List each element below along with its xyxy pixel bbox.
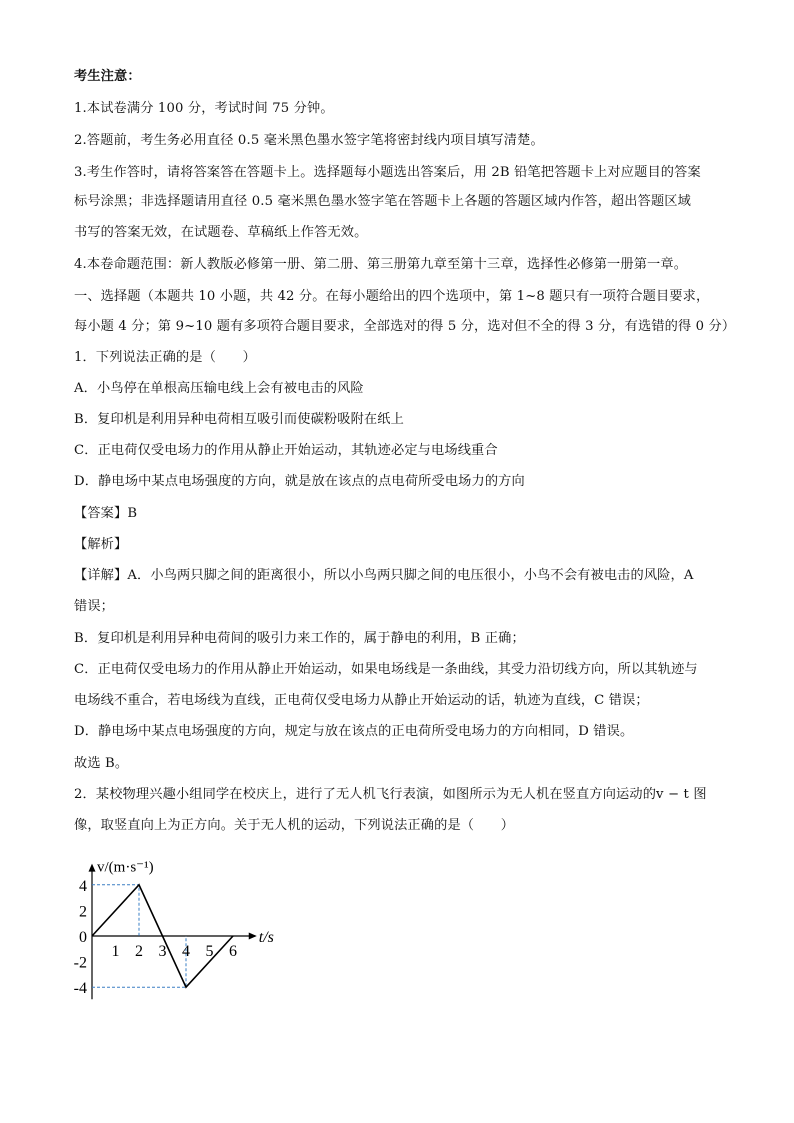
y-axis-arrow [89, 864, 96, 872]
y-tick-label-4: 4 [79, 877, 87, 895]
section-header-cont: 每小题 4 分；第 9~10 题有多项符合题目要求，全部选对的得 5 分，选对但不全的得 3 分，有选错的得 0 分） [74, 319, 736, 334]
q2-stem-line2: 像，取竖直向上为正方向。关于无人机的运动，下列说法正确的是（ ） [74, 818, 515, 833]
q1-detail-2: 错误； [74, 599, 115, 614]
q1-option-b: B．复印机是利用异种电荷相互吸引而使碳粉吸附在纸上 [74, 412, 404, 427]
y-tick-label-neg4: -4 [73, 980, 87, 998]
x-tick-label-3: 3 [158, 943, 167, 960]
q1-detail-7: 故选 B。 [74, 756, 129, 771]
y-tick-label-0: 0 [79, 929, 87, 946]
q1-detail-3: B．复印机是利用异种电荷间的吸引力来工作的，属于静电的利用，B 正确； [74, 631, 525, 646]
q1-option-d: D．静电场中某点电场强度的方向，就是放在该点的点电荷所受电场力的方向 [74, 474, 525, 489]
notice-item-4: 4.本卷命题范围：新人教版必修第一册、第二册、第三册第九章至第十三章，选择性必修第一册第一章。 [74, 257, 688, 272]
notice-item-1: 1.本试卷满分 100 分，考试时间 75 分钟。 [74, 101, 334, 116]
x-tick-label-6: 6 [229, 943, 237, 960]
x-tick-label-2: 2 [135, 943, 143, 960]
notice-item-2: 2.答题前，考生务必用直径 0.5 毫米黑色墨水签字笔将密封线内项目填写清楚。 [74, 133, 544, 148]
q1-option-c: C．正电荷仅受电场力的作用从静止开始运动，其轨迹必定与电场线重合 [74, 443, 498, 458]
q1-detail-6: D．静电场中某点电场强度的方向，规定与放在该点的正电荷所受电场力的方向相同，D 错误。 [74, 724, 634, 739]
x-axis-label: t/s [258, 929, 274, 946]
q1-stem: 1．下列说法正确的是（ ） [74, 350, 256, 365]
x-tick-label-1: 1 [111, 943, 120, 960]
notice-item-3: 3.考生作答时，请将答案答在答题卡上。选择题每小题选出答案后，用 2B 铅笔把答题卡上对应题目的答案 [74, 165, 701, 180]
q1-detail-1: 【详解】A．小鸟两只脚之间的距离很小，所以小鸟两只脚之间的电压很小，小鸟不会有被电击的风险，A [74, 568, 694, 583]
q1-detail-5: 电场线不重合，若电场线为直线，正电荷仅受电场力从静止开始运动的话，轨迹为直线，C 错误； [74, 693, 649, 708]
section-header: 一、选择题（本题共 10 小题，共 42 分。在每小题给出的四个选项中，第 1~8 题只有一项符合题目要求， [74, 289, 710, 304]
q1-answer: 【答案】B [74, 506, 138, 521]
x-tick-label-5: 5 [205, 943, 214, 960]
q2-stem-line1: 2．某校物理兴趣小组同学在校庆上，进行了无人机飞行表演，如图所示为无人机在竖直方向运动的v − t 图 [74, 787, 707, 802]
x-tick-label-4: 4 [182, 943, 190, 960]
y-axis-label: v/(m·s⁻¹) [97, 859, 154, 876]
q1-option-a: A．小鸟停在单根高压输电线上会有被电击的风险 [74, 381, 364, 396]
y-tick-label-neg2: -2 [73, 954, 87, 972]
notice-title: 考生注意： [74, 69, 141, 84]
notice-item-3-cont2: 书写的答案无效，在试题卷、草稿纸上作答无效。 [74, 225, 368, 240]
q1-detail-4: C．正电荷仅受电场力的作用从静止开始运动，如果电场线是一条曲线，其受力沿切线方向，所以其轨迹与 [74, 662, 698, 677]
y-tick-label-2: 2 [79, 903, 87, 921]
notice-item-3-cont: 标号涂黑；非选择题请用直径 0.5 毫米黑色墨水签字笔在答题卡上各题的答题区域内作答，超出答题区域 [74, 194, 691, 209]
vt-graph [60, 836, 320, 1011]
q1-analysis-label: 【解析】 [74, 537, 128, 552]
x-axis-arrow [249, 933, 257, 940]
